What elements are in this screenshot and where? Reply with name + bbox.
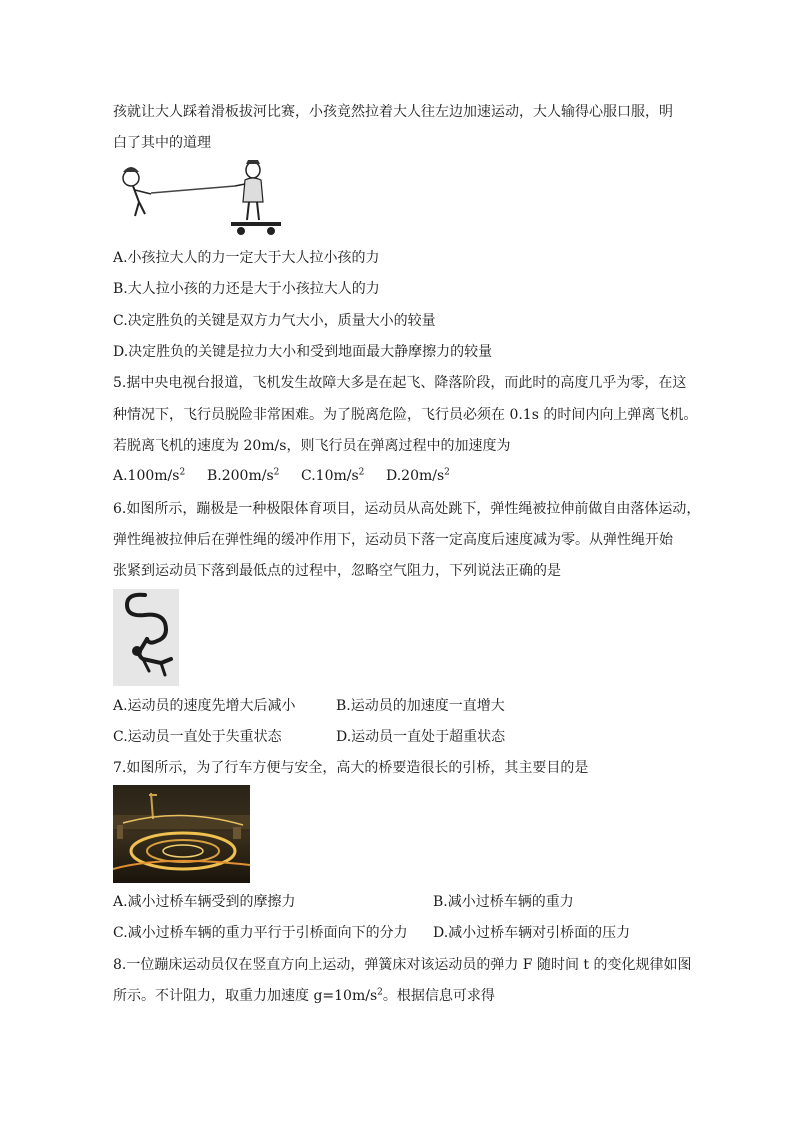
q5-option-c: $C.10m/s^2$ xyxy=(301,467,365,484)
q6-line-3: 张紧到运动员下落到最低点的过程中，忽略空气阻力，下列说法正确的是 xyxy=(113,563,561,579)
q4-option-d: D.决定胜负的关键是拉力大小和受到地面最大静摩擦力的较量 xyxy=(113,344,493,360)
q6-option-d: D.运动员一直处于超重状态 xyxy=(336,729,506,745)
q7-option-c: C.减小过桥车辆的重力平行于引桥面向下的分力 xyxy=(113,925,408,941)
intro-line-2: 白了其中的道理 xyxy=(113,135,211,151)
q7-option-a: A.减小过桥车辆受到的摩擦力 xyxy=(113,894,296,910)
q7-option-d: D.减小过桥车辆对引桥面的压力 xyxy=(433,925,631,941)
q4-option-c: C.决定胜负的关键是双方力气大小，质量大小的较量 xyxy=(113,313,436,329)
q5-option-d: $D.20m/s^2$ xyxy=(386,467,450,484)
q5-option-a: $A.100m/s^2$ xyxy=(113,467,186,484)
q7-option-b: B.减小过桥车辆的重力 xyxy=(433,894,574,910)
q6-line-2: 弹性绳被拉伸后在弹性绳的缓冲作用下，运动员下落一定高度后速度减为零。从弹性绳开始 xyxy=(113,532,673,548)
q5-line-1: 5.据中央电视台报道，飞机发生故障大多是在起飞、降落阶段，而此时的高度几乎为零，在这 xyxy=(113,375,687,391)
q6-line-1: 6.如图所示，蹦极是一种极限体育项目，运动员从高处跳下，弹性绳被拉伸前做自由落体运动， xyxy=(113,501,701,517)
q4-option-a: A.小孩拉大人的力一定大于大人拉小孩的力 xyxy=(113,250,380,266)
q5-line-2: 种情况下，飞行员脱险非常困难。为了脱离危险，飞行员必须在 0.1s 的时间内向上弹离飞机。 xyxy=(113,407,698,423)
q8-line-2: 所示。不计阻力，取重力加速度 $g=10m/s^2$。根据信息可求得 xyxy=(113,987,495,1004)
q6-option-a: A.运动员的速度先增大后减小 xyxy=(113,698,296,714)
q4-option-b: B.大人拉小孩的力还是大于小孩拉大人的力 xyxy=(113,281,380,297)
q7-line-1: 7.如图所示，为了行车方便与安全，高大的桥要造很长的引桥，其主要目的是 xyxy=(113,760,589,776)
q6-option-c: C.运动员一直处于失重状态 xyxy=(113,729,282,745)
intro-line-1: 孩就让大人踩着滑板拔河比赛，小孩竟然拉着大人往左边加速运动，大人输得心服口服，明 xyxy=(113,104,673,120)
q5-line-3: 若脱离飞机的速度为 20m/s，则飞行员在弹离过程中的加速度为 xyxy=(113,438,511,454)
tug-of-war-figure xyxy=(113,158,288,240)
bungee-jump-figure xyxy=(113,589,179,686)
q5-option-b: $B.200m/s^2$ xyxy=(207,467,280,484)
bridge-photo xyxy=(113,785,250,883)
q8-line-1: 8.一位蹦床运动员仅在竖直方向上运动，弹簧床对该运动员的弹力 F 随时间 t 的变化规律如图 xyxy=(113,957,692,973)
q6-option-b: B.运动员的加速度一直增大 xyxy=(336,698,505,714)
